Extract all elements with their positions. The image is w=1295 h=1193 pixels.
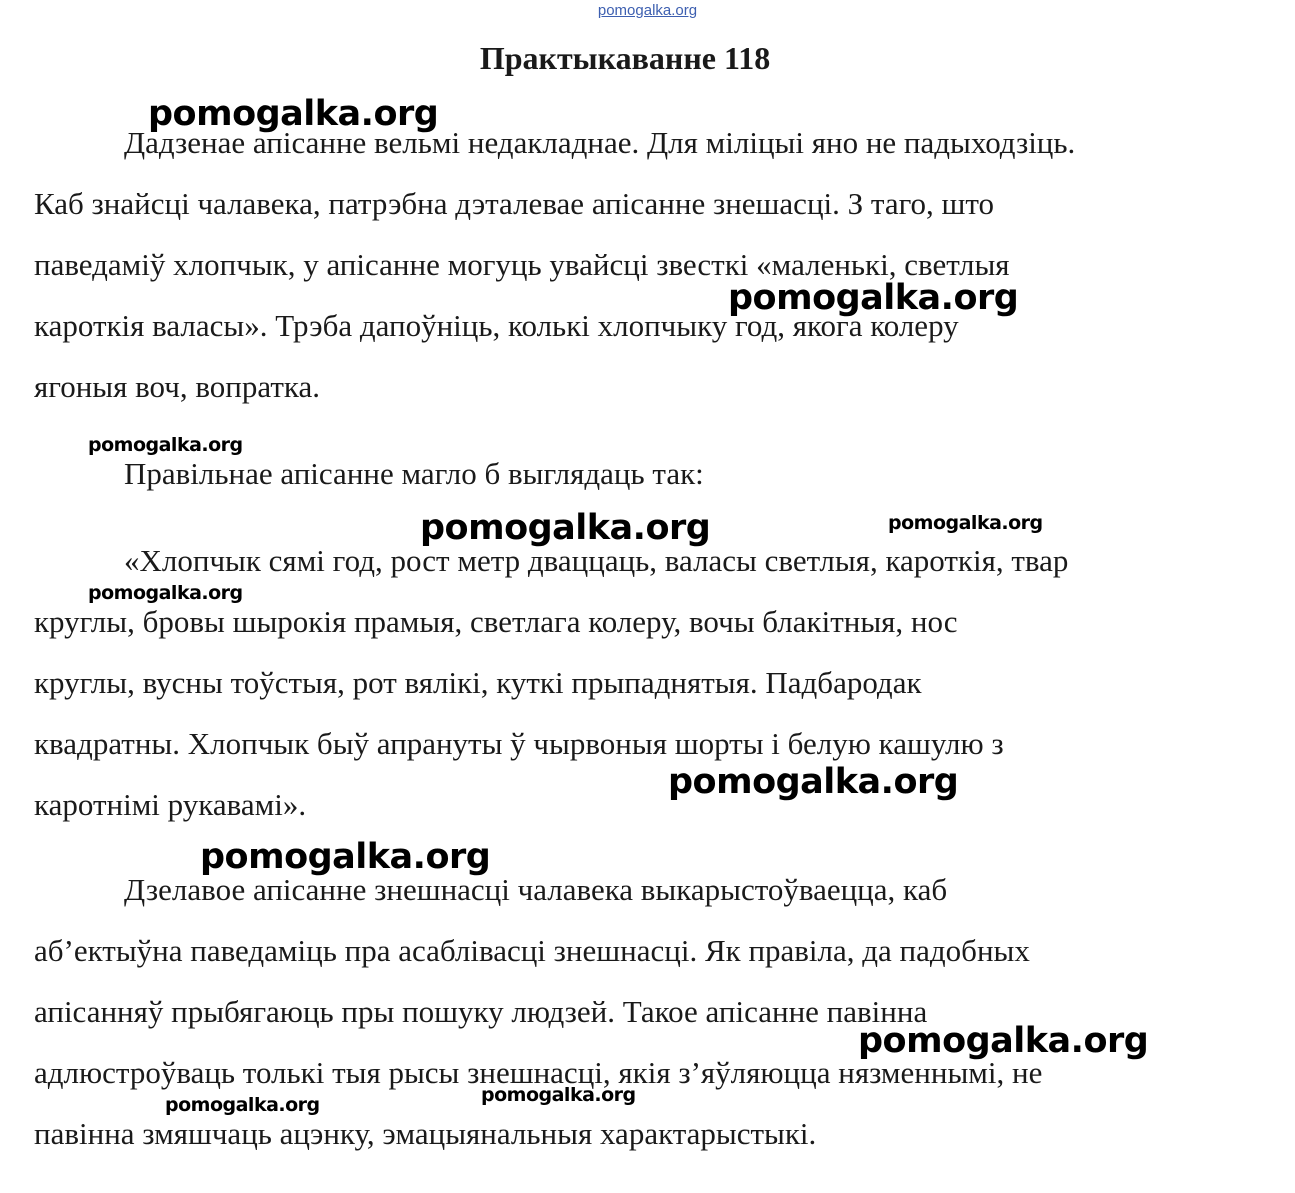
paragraph-line: круглы, вусны тоўстыя, рот вялікі, куткі прыпаднятыя. Падбародак [34,665,922,700]
paragraph-line: Дадзенае апісанне вельмі недакладнае. Для міліцыі яно не падыходзіць. [124,125,1076,160]
watermark: pomogalka.org [88,434,243,456]
paragraph-line: аб’ектыўна паведаміць пра асаблівасці знешнасці. Як правіла, да падобных [34,933,1030,968]
watermark: pomogalka.org [88,582,243,604]
watermark: pomogalka.org [858,1021,1149,1061]
site-link[interactable]: pomogalka.org [597,2,698,19]
paragraph-4 [34,859,1234,1164]
paragraph-line: Каб знайсці чалавека, патрэбна дэталевае апісанне знешасці. З таго, што [34,186,995,221]
watermark: pomogalka.org [888,512,1043,534]
watermark: pomogalka.org [481,1084,636,1106]
watermark: pomogalka.org [165,1094,320,1116]
paragraph-line: каротнімі рукавамі». [34,787,307,822]
paragraph-line: Правільнае апісанне магло б выглядаць так: [124,456,704,491]
paragraph-line: павінна змяшчаць ацэнку, эмацыянальныя характарыстыкі. [34,1116,817,1151]
watermark: pomogalka.org [728,278,1019,318]
paragraph-line: Дзелавое апісанне знешнасці чалавека выкарыстоўваецца, каб [124,872,948,907]
watermark: pomogalka.org [200,837,491,877]
paragraph-line: кароткія валасы». Трэба дапоўніць, колькі хлопчыку год, якога колеру [34,308,959,343]
paragraph-line: адлюстроўваць толькі тыя рысы знешнасці, якія з’яўляюцца нязменнымі, не [34,1055,1043,1090]
paragraph-3 [34,530,1234,835]
watermark: pomogalka.org [420,508,711,548]
paragraph-line: круглы, бровы шырокія прамыя, светлага колеру, вочы блакітныя, нос [34,604,958,639]
watermark: pomogalka.org [668,762,959,802]
paragraph-line: квадратны. Хлопчык быў апрануты ў чырвоныя шорты і белую кашулю з [34,726,1004,761]
paragraph-line: апісанняў прыбягаюць пры пошуку людзей. Такое апісанне павінна [34,994,928,1029]
page-title: Практыкаванне 118 [479,40,771,76]
paragraph-line: ягоныя воч, вопратка. [34,369,320,404]
paragraph-line: «Хлопчык сямі год, рост метр дваццаць, валасы светлыя, кароткія, твар [124,543,1069,578]
paragraph-line: паведаміў хлопчык, у апісанне могуць увайсці звесткі «маленькі, светлыя [34,247,1010,282]
watermark: pomogalka.org [148,94,439,134]
paragraph-1 [34,112,1234,417]
